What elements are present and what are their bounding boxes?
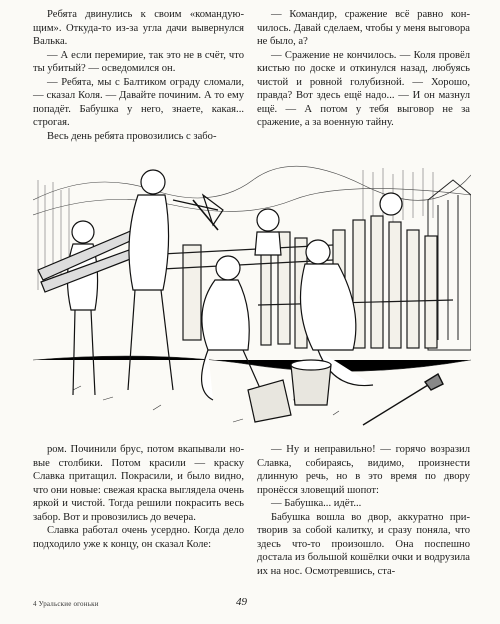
page-number: 49 — [236, 596, 247, 608]
paragraph: — Сражение не кончилось. — Коля провёл кистью по доске и откинулся назад, любуясь чистой и ровной голубизной. — Хорошо, правда? Вот здесь ещё надо... — И он мазнул ещё. — А потом у тебя выговор не за сражение, а за военную тайну. — [257, 49, 470, 128]
paragraph: — А если перемирие, так это не в счёт, что ты убитый? — осведомился он. — [33, 49, 244, 74]
paragraph: — Командир, сражение всё равно кончилось. Давай сделаем, чтобы у меня выговора не было, а? — [257, 9, 470, 47]
paragraph: — Бабушка... идёт... — [271, 498, 362, 509]
paragraph: Бабушка вошла во двор, аккуратно притворив за собой калитку, и сразу поняла, что здесь что-то произошло. Она поспешно достала из большой кошёлки очки и водрузила их на нос. Осмотревшись, ста- — [257, 511, 470, 577]
text-column-bottom-left — [33, 443, 244, 551]
paragraph: — Ребята, мы с Балтиком ограду сломали, — сказал Коля. — Давайте починим. А то ему попадёт. Бабушка у него, знаете, какая... строгая. — [33, 76, 244, 128]
text-column-bottom-right — [257, 443, 470, 578]
text-column-top-right — [257, 8, 470, 130]
text-column-top-left — [33, 8, 244, 143]
paragraph: Ребята двинулись к своим «командующим». Откуда-то из-за угла дачи вывернулся Валька. — [33, 9, 244, 47]
paragraph: — Ну и неправильно! — горячо возразил Славка, собираясь, видимо, произнести длинную речь, но в это время по двору пронёсся зловещий шопот: — [257, 444, 470, 496]
footer-signature-note: 4 Уральские огоньки — [33, 600, 99, 608]
paragraph: ром. Починили брус, потом вкапывали новые столбики. Потом красили — краску Славка притащил. Покрасили, и было видно, что они новые: свежая краска выглядела очень яркой и чистой. Тогда решили покрасить весь забор. Вот и провозились до вечера. — [33, 444, 244, 523]
fence-painting-illustration — [33, 160, 471, 436]
paragraph: Славка работал очень усердно. Когда дело подходило уже к концу, он сказал Коле: — [33, 525, 244, 550]
paragraph: Весь день ребята провозились с забо- — [47, 130, 217, 142]
